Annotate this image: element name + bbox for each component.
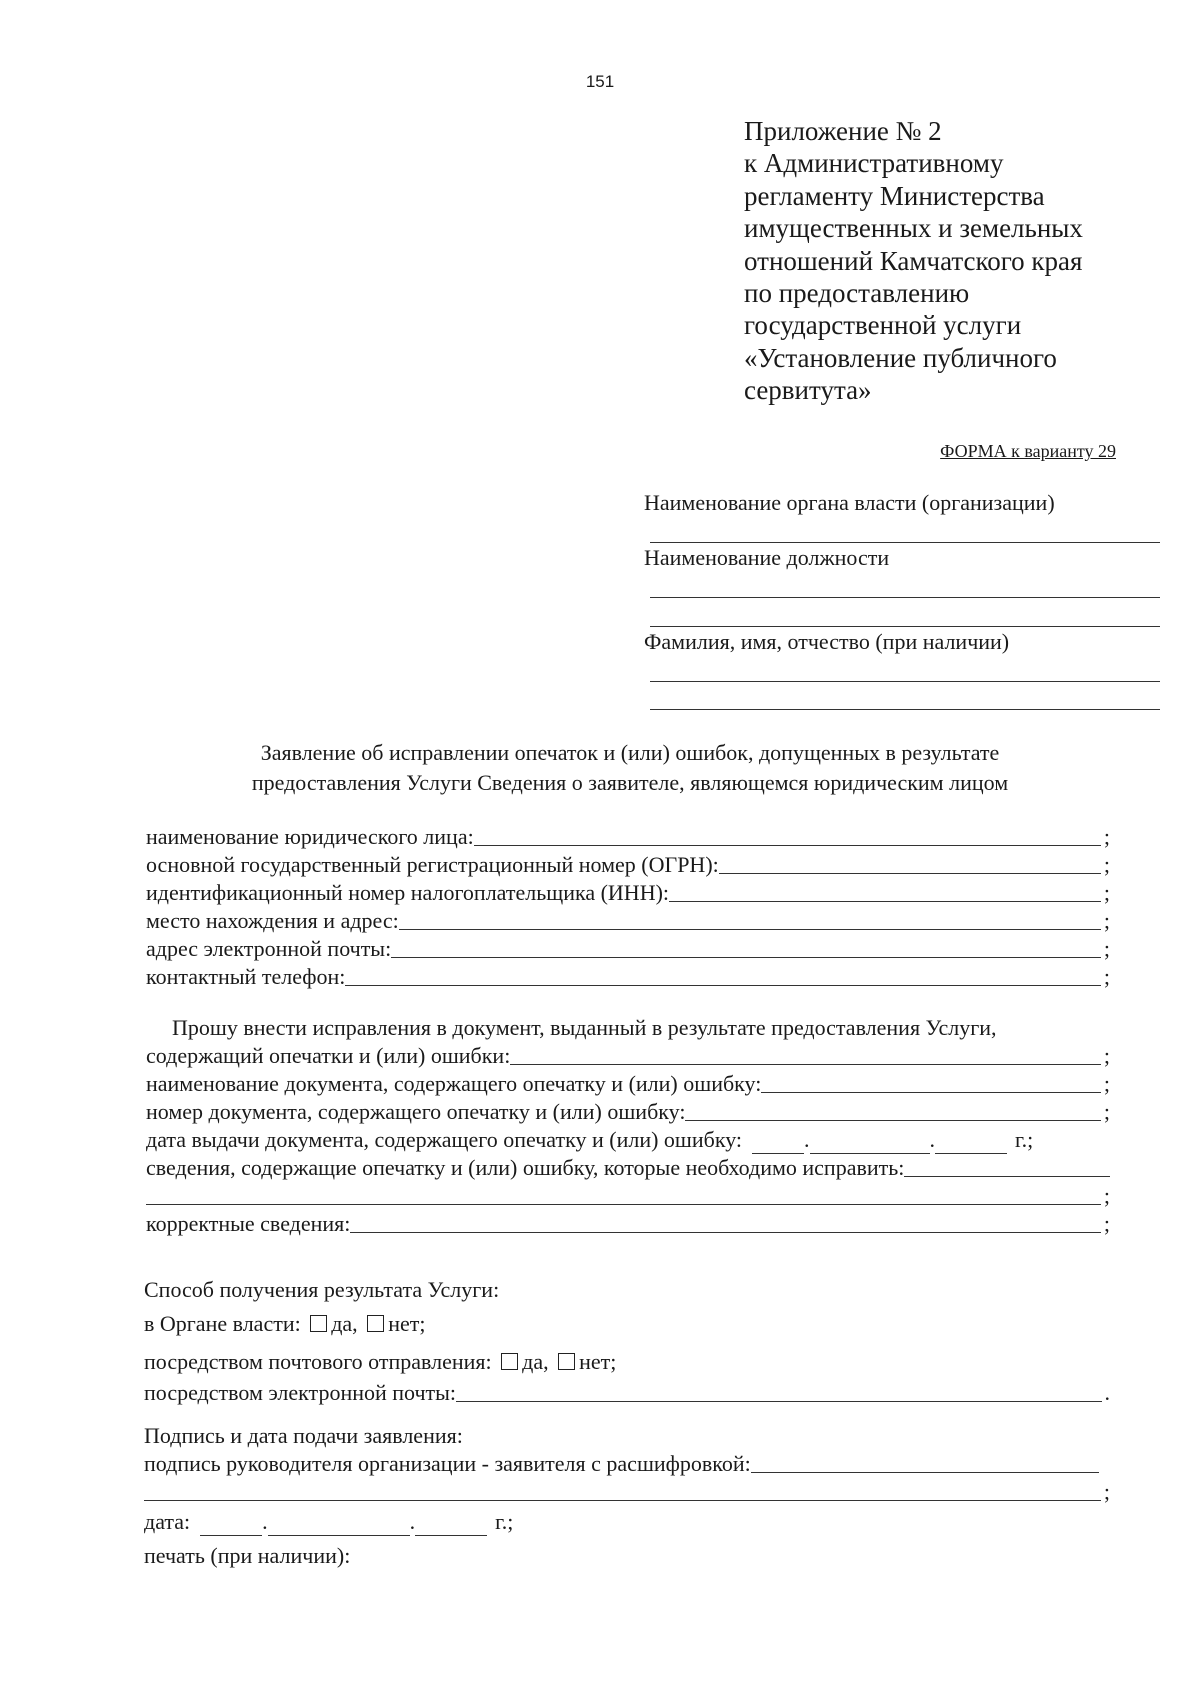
details-field-2[interactable] bbox=[146, 1204, 1101, 1205]
applicant-fields bbox=[146, 823, 1110, 991]
field-label: подпись руководителя организации - заявителя с расшифровкой: bbox=[144, 1451, 751, 1476]
errors-field[interactable] bbox=[510, 1064, 1101, 1065]
appendix-line: отношений Камчатского края bbox=[744, 245, 1083, 276]
details-row-2: ; bbox=[146, 1182, 1110, 1210]
post-no-checkbox[interactable] bbox=[558, 1353, 575, 1370]
email-field[interactable] bbox=[391, 957, 1101, 958]
field-label: содержащий опечатки и (или) ошибки: bbox=[146, 1043, 511, 1068]
field-label: контактный телефон: bbox=[146, 964, 346, 989]
date-row: дата: . . г.; bbox=[144, 1509, 514, 1534]
date-day-field[interactable] bbox=[200, 1515, 262, 1536]
post-yes-checkbox[interactable] bbox=[501, 1353, 518, 1370]
issue-year-field[interactable] bbox=[935, 1133, 1007, 1154]
applicant-row: наименование юридического лица: ; bbox=[146, 824, 1110, 849]
field-label: идентификационный номер налогоплательщика (ИНН): bbox=[146, 880, 670, 905]
applicant-row: контактный телефон: ; bbox=[146, 964, 1110, 989]
document-name-field[interactable] bbox=[761, 1092, 1101, 1093]
request-intro: Прошу внести исправления в документ, выданный в результате предоставления Услуги, bbox=[172, 1015, 997, 1040]
appendix-line: по предоставлению bbox=[744, 278, 970, 309]
details-row bbox=[146, 1154, 1110, 1182]
issue-date-row: дата выдачи документа, содержащего опечатку и (или) ошибку: . . г.; bbox=[146, 1127, 1034, 1152]
seal-label: печать (при наличии): bbox=[144, 1543, 351, 1568]
applicant-row: основной государственный регистрационный номер (ОГРН): ; bbox=[146, 852, 1110, 877]
authority-name-field[interactable] bbox=[650, 542, 1160, 543]
appendix-block bbox=[744, 115, 1083, 407]
field-label: номер документа, содержащего опечатку и (или) ошибку: bbox=[146, 1099, 686, 1124]
field-label: корректные сведения: bbox=[146, 1211, 351, 1236]
position-name-field-2[interactable] bbox=[650, 626, 1160, 627]
title-line: предоставления Услуги Сведения о заявителе, являющемся юридическим лицом bbox=[251, 770, 1009, 795]
correct-row: корректные сведения: ; bbox=[146, 1211, 1110, 1236]
delivery-heading: Способ получения результата Услуги: bbox=[144, 1277, 500, 1302]
field-label: адрес электронной почты: bbox=[146, 936, 392, 961]
delivery-section bbox=[144, 1273, 1110, 1407]
appendix-line: регламенту Министерства bbox=[744, 180, 1045, 211]
details-field[interactable] bbox=[904, 1176, 1110, 1177]
request-row: наименование документа, содержащего опечатку и (или) ошибку: ; bbox=[146, 1071, 1110, 1096]
delivery-office-row: в Органе власти: да, нет; bbox=[144, 1311, 426, 1336]
document-number-field[interactable] bbox=[685, 1120, 1100, 1121]
head-signature-field[interactable] bbox=[751, 1472, 1099, 1473]
field-label: место нахождения и адрес: bbox=[146, 908, 399, 933]
head-signature-field-2[interactable] bbox=[144, 1500, 1101, 1501]
issue-day-field[interactable] bbox=[752, 1133, 804, 1154]
request-section bbox=[146, 1014, 1110, 1238]
appendix-line: к Административному bbox=[744, 148, 1004, 179]
phone-field[interactable] bbox=[345, 985, 1101, 986]
title-line: Заявление об исправлении опечаток и (или) ошибок, допущенных в результате bbox=[260, 740, 1000, 765]
appendix-line: «Установление публичного bbox=[744, 342, 1057, 373]
position-name-label: Наименование должности bbox=[644, 545, 890, 570]
appendix-line: имущественных и земельных bbox=[744, 213, 1083, 244]
correct-field[interactable] bbox=[350, 1232, 1100, 1233]
applicant-row: адрес электронной почты: ; bbox=[146, 936, 1110, 961]
field-label: наименование документа, содержащего опечатку и (или) ошибку: bbox=[146, 1071, 762, 1096]
field-label: дата выдачи документа, содержащего опечатку и (или) ошибку: bbox=[146, 1127, 743, 1152]
issue-month-field[interactable] bbox=[810, 1133, 930, 1154]
full-name-field-2[interactable] bbox=[650, 709, 1160, 710]
appendix-line: государственной услуги bbox=[744, 310, 1022, 341]
request-row: номер документа, содержащего опечатку и (или) ошибку: ; bbox=[146, 1099, 1110, 1124]
head-signature-row-2: ; bbox=[144, 1478, 1110, 1506]
ogrn-field[interactable] bbox=[719, 873, 1101, 874]
office-no-checkbox[interactable] bbox=[367, 1315, 384, 1332]
request-row: содержащий опечатки и (или) ошибки: ; bbox=[146, 1043, 1110, 1068]
page-number: 151 bbox=[585, 72, 615, 91]
signature-section bbox=[144, 1422, 1110, 1570]
full-name-label: Фамилия, имя, отчество (при наличии) bbox=[644, 629, 1010, 654]
delivery-post-row: посредством почтового отправления: да, нет; bbox=[144, 1349, 617, 1374]
field-label: наименование юридического лица: bbox=[146, 824, 474, 849]
application-title bbox=[0, 738, 1200, 798]
delivery-email-field[interactable] bbox=[456, 1401, 1101, 1402]
applicant-row: идентификационный номер налогоплательщика (ИНН): ; bbox=[146, 880, 1110, 905]
address-field[interactable] bbox=[399, 929, 1101, 930]
field-label: посредством электронной почты: bbox=[144, 1380, 457, 1405]
delivery-email-row: посредством электронной почты: . bbox=[144, 1380, 1110, 1405]
office-yes-checkbox[interactable] bbox=[310, 1315, 327, 1332]
signature-heading: Подпись и дата подачи заявления: bbox=[144, 1423, 463, 1448]
legal-name-field[interactable] bbox=[474, 845, 1101, 846]
appendix-line: сервитута» bbox=[744, 375, 872, 406]
applicant-row: место нахождения и адрес: ; bbox=[146, 908, 1110, 933]
field-label: дата: bbox=[144, 1509, 191, 1534]
date-year-field[interactable] bbox=[415, 1515, 487, 1536]
position-name-field[interactable] bbox=[650, 597, 1160, 598]
form-variant-label: ФОРМА к варианту 29 bbox=[940, 441, 1116, 461]
appendix-line: Приложение № 2 bbox=[744, 116, 942, 146]
authority-name-label: Наименование органа власти (организации) bbox=[644, 490, 1055, 515]
field-label: основной государственный регистрационный номер (ОГРН): bbox=[146, 852, 719, 877]
inn-field[interactable] bbox=[669, 901, 1101, 902]
field-label: сведения, содержащие опечатку и (или) ошибку, которые необходимо исправить: bbox=[146, 1155, 905, 1180]
date-month-field[interactable] bbox=[268, 1515, 410, 1536]
full-name-field[interactable] bbox=[650, 681, 1160, 682]
head-signature-row bbox=[144, 1450, 1099, 1478]
